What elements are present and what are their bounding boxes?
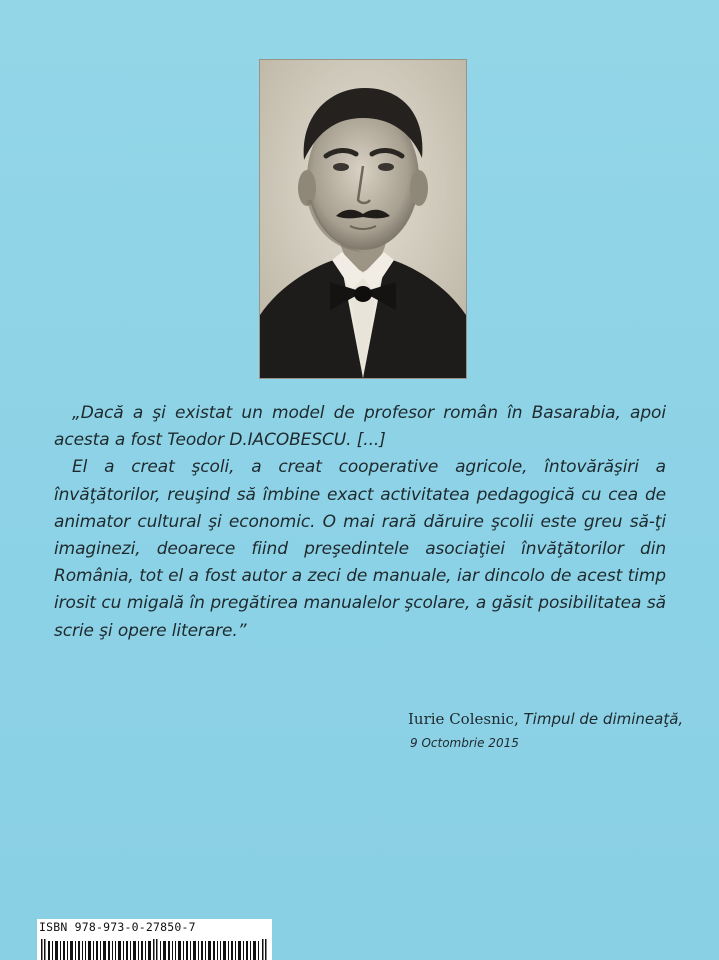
quote-attribution	[408, 708, 708, 752]
isbn-barcode	[37, 919, 272, 960]
isbn-number: ISBN 978-973-0-27850-7	[39, 920, 196, 934]
barcode-bars	[39, 937, 270, 960]
portrait-image	[260, 60, 466, 378]
attribution-author: Iurie Colesnic,	[408, 710, 519, 728]
quote-paragraph-2: El a creat şcoli, a creat cooperative agricole, întovărăşiri a învăţătorilor, reuşind să îmbine exact activitatea pedagogică cu cea de animator cultural şi economic. O mai rară dăruire şcolii este greu să-ţi imaginezi, deoarece fiind preşedintele asociaţiei învăţătorilor din România, tot el a fost autor a zeci de manuale, iar dincolo de acest timp irosit cu migală în pregătirea manualelor şcolare, a găsit posibilitatea să scrie şi opere literare.”	[54, 457, 666, 641]
portrait-photo	[260, 60, 466, 378]
quote-text	[54, 400, 666, 645]
attribution-date: 9 Octombrie 2015	[410, 736, 519, 750]
quote-paragraph-1: „Dacă a şi existat un model de profesor român în Basarabia, apoi acesta a fost Teodor D.IACOBESCU. [...]	[54, 403, 666, 451]
attribution-work: Timpul de dimineaţă,	[523, 710, 684, 728]
